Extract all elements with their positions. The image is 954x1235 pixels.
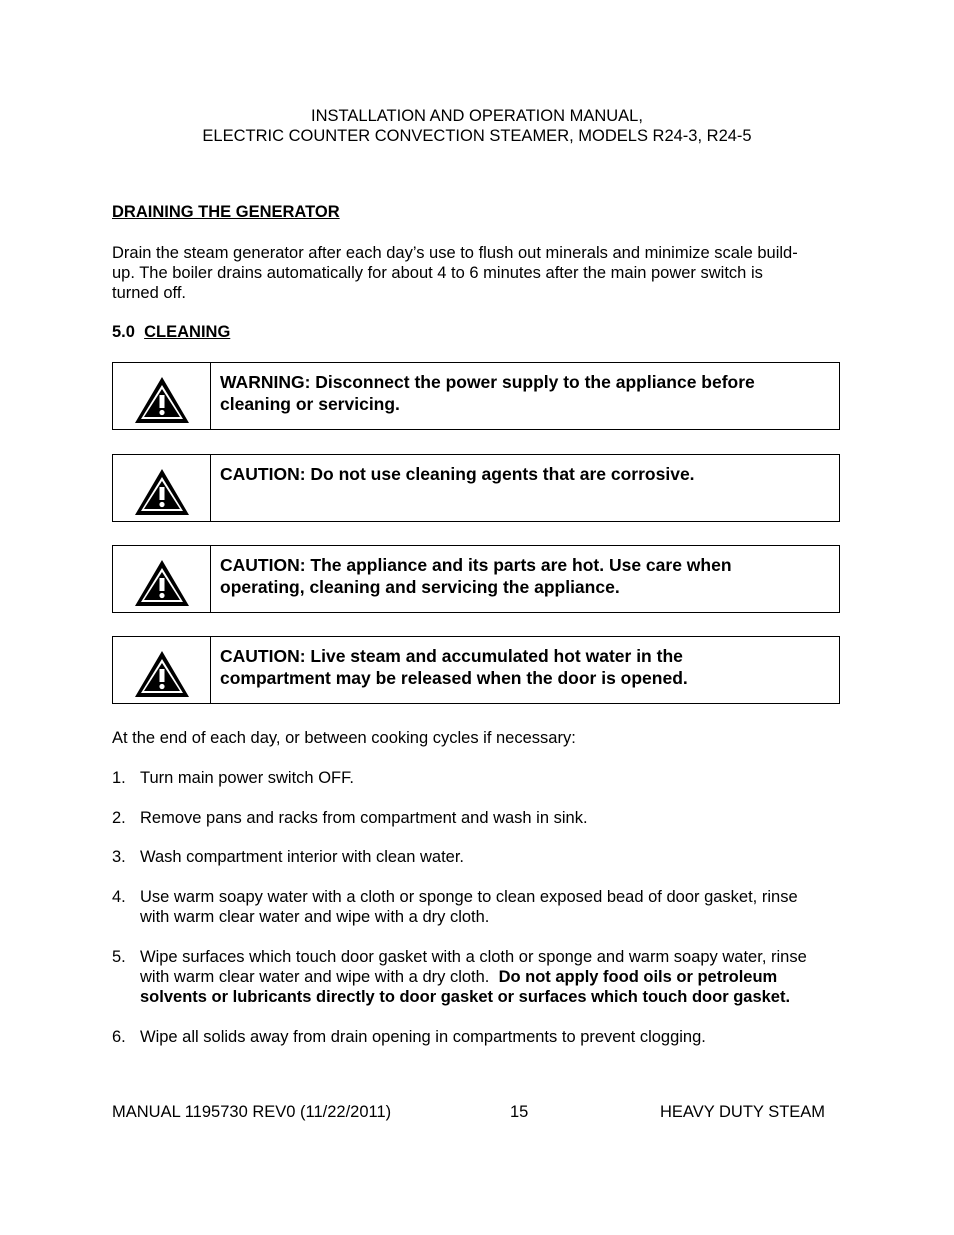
caution-line-1: CAUTION: The appliance and its parts are hot. Use care when: [220, 555, 732, 575]
step-number: 6.: [112, 1028, 126, 1046]
caution-box-corrosive: [112, 454, 840, 522]
caution-box-hot: [112, 545, 840, 613]
step-number: 5.: [112, 948, 126, 966]
draining-section-title: DRAINING THE GENERATOR: [112, 203, 340, 221]
caution-line-1: CAUTION: Do not use cleaning agents that are corrosive.: [220, 464, 695, 484]
step-text: Remove pans and racks from compartment and wash in sink.: [140, 809, 588, 827]
caution-box-steam: [112, 636, 840, 704]
footer-document-name: HEAVY DUTY STEAM: [660, 1103, 826, 1121]
cleaning-section-number: 5.0: [112, 323, 135, 341]
step-text: Turn main power switch OFF.: [140, 769, 354, 787]
caution-message: [220, 463, 820, 485]
warning-icon-cell: [113, 546, 211, 612]
warning-icon-cell: [113, 363, 211, 429]
step-text-bold: Do not apply food oils or petroleum: [498, 968, 778, 986]
step-text-plain: with warm clear water and wipe with a dry cloth.: [140, 968, 490, 986]
warning-line-1: WARNING: Disconnect the power supply to the appliance before: [220, 372, 755, 392]
step-text-line-2: [140, 967, 840, 987]
caution-message: [220, 554, 820, 598]
cleaning-intro: At the end of each day, or between cooking cycles if necessary:: [112, 729, 576, 747]
step-text-line-3: solvents or lubricants directly to door gasket or surfaces which touch door gasket.: [140, 988, 791, 1006]
warning-triangle-icon: [133, 467, 191, 517]
warning-triangle-icon: [133, 649, 191, 699]
footer-page-number: 15: [510, 1103, 529, 1121]
draining-line-3: turned off.: [112, 284, 187, 302]
step-text-line-1: Use warm soapy water with a cloth or sponge to clean exposed bead of door gasket, rinse: [140, 888, 798, 906]
warning-line-2: cleaning or servicing.: [220, 394, 400, 414]
warning-triangle-icon: [133, 375, 191, 425]
draining-line-2: up. The boiler drains automatically for about 4 to 6 minutes after the main power switch is: [112, 264, 763, 282]
warning-icon-cell: [113, 455, 211, 521]
cleaning-section-title: CLEANING: [144, 323, 231, 341]
step-number: 3.: [112, 848, 126, 866]
caution-line-1: CAUTION: Live steam and accumulated hot water in the: [220, 646, 683, 666]
warning-box: [112, 362, 840, 430]
step-number: 4.: [112, 888, 126, 906]
manual-title-line2: ELECTRIC COUNTER CONVECTION STEAMER, MODELS R24-3, R24-5: [202, 127, 752, 145]
step-number: 1.: [112, 769, 126, 787]
step-text: Wash compartment interior with clean water.: [140, 848, 465, 866]
manual-title-line1: INSTALLATION AND OPERATION MANUAL,: [311, 107, 643, 125]
footer-manual-number: MANUAL 1195730 REV0 (11/22/2011): [112, 1103, 392, 1121]
caution-line-2: compartment may be released when the door is opened.: [220, 668, 688, 688]
step-text: Wipe all solids away from drain opening in compartments to prevent clogging.: [140, 1028, 706, 1046]
warning-triangle-icon: [133, 558, 191, 608]
warning-icon-cell: [113, 637, 211, 703]
cleaning-section-heading: [112, 323, 230, 342]
step-text-line-1: Wipe surfaces which touch door gasket with a cloth or sponge and warm soapy water, rinse: [140, 948, 807, 966]
caution-message: [220, 645, 820, 689]
step-text-line-2: with warm clear water and wipe with a dry cloth.: [140, 908, 490, 926]
warning-message: [220, 371, 820, 415]
draining-paragraph: [112, 243, 842, 303]
step-number: 2.: [112, 809, 126, 827]
caution-line-2: operating, cleaning and servicing the appliance.: [220, 577, 620, 597]
draining-line-1: Drain the steam generator after each day’s use to flush out minerals and minimize scale build-: [112, 244, 798, 262]
